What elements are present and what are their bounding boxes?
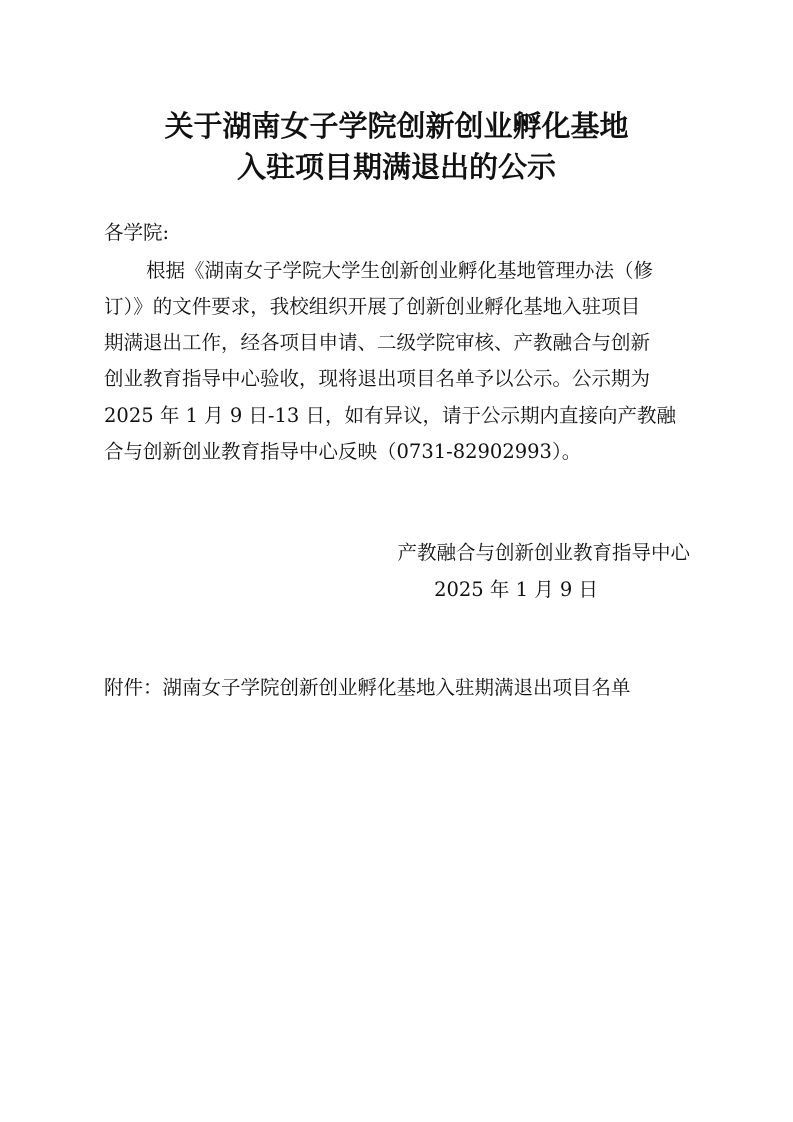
document-title-line-2: 入驻项目期满退出的公示 <box>236 150 556 184</box>
document-title-line-1: 关于湖南女子学院创新创业孵化基地 <box>164 109 629 143</box>
body-line: 订）》的文件要求，我校组织开展了创新创业孵化基地入驻项目 <box>104 295 641 318</box>
salutation: 各学院: <box>104 221 170 244</box>
body-line: 2025 年 1 月 9 日-13 日，如有异议，请于公示期内直接向产教融 <box>104 404 677 427</box>
body-line: 期满退出工作，经各项目申请、二级学院审核、产教融合与创新 <box>104 331 651 354</box>
body-line: 合与创新创业教育指导中心反映（0731-82902993）。 <box>104 440 582 463</box>
body-line: 根据《湖南女子学院大学生创新创业孵化基地管理办法（修 <box>146 259 654 282</box>
issuer-signature: 产教融合与创新创业教育指导中心 <box>397 541 690 564</box>
signature-date: 2025 年 1 月 9 日 <box>434 578 598 601</box>
body-line: 创业教育指导中心验收，现将退出项目名单予以公示。公示期为 <box>104 367 651 390</box>
attachment-note: 附件：湖南女子学院创新创业孵化基地入驻期满退出项目名单 <box>104 676 631 699</box>
